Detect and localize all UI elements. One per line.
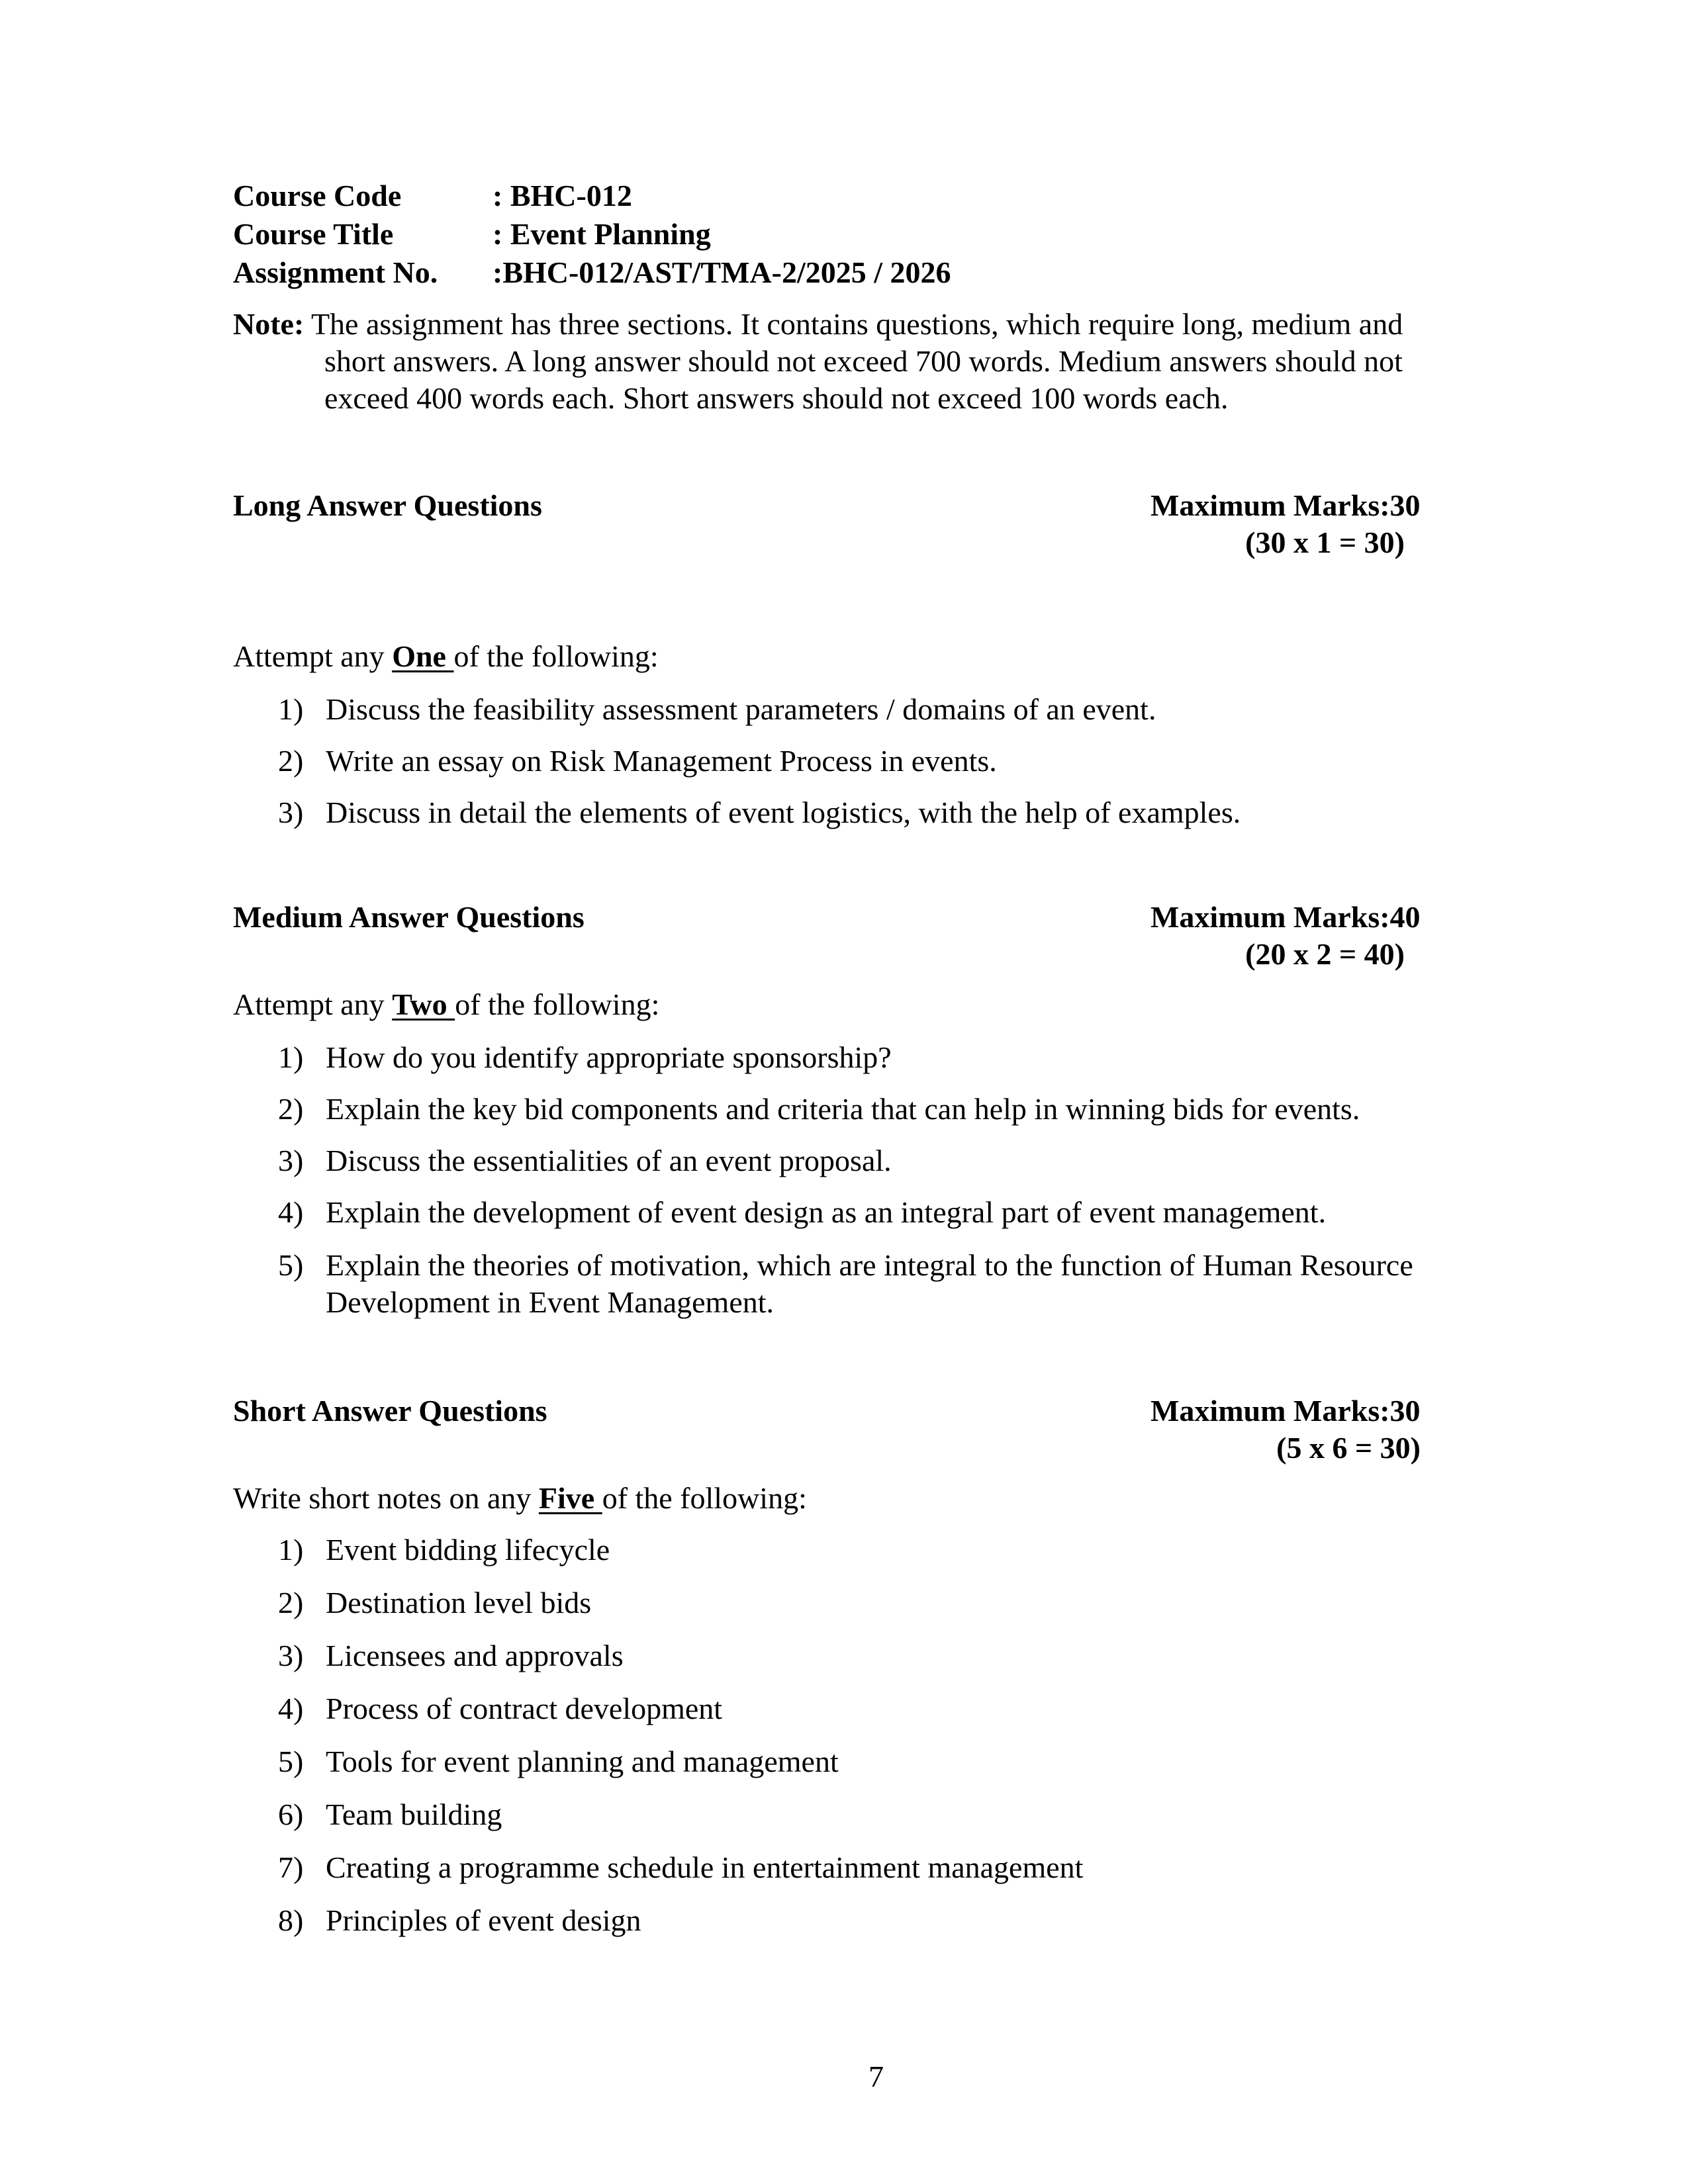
item-number: 4) [278, 1195, 304, 1229]
short-section-max-marks: Maximum Marks:30 [1150, 1394, 1421, 1428]
item-text: Tools for event planning and management [326, 1745, 839, 1778]
item-text: Discuss the essentialities of an event proposal. [326, 1144, 892, 1177]
item-text: Explain the key bid components and criteria that can help in winning bids for events. [326, 1092, 1360, 1126]
list-item [278, 1247, 1413, 1284]
item-number: 7) [278, 1850, 304, 1884]
assignment-value: :BHC-012/AST/TMA-2/2025 / 2026 [492, 255, 951, 289]
item-number: 8) [278, 1903, 304, 1937]
item-text: Team building [326, 1797, 502, 1831]
item-number: 3) [278, 796, 304, 829]
course-code-label: Course Code [233, 179, 402, 212]
item-text-continued: Development in Event Management. [326, 1285, 774, 1319]
list-item [278, 794, 1241, 831]
list-item [278, 1849, 1083, 1886]
item-text: Principles of event design [326, 1903, 641, 1937]
medium-section-marks-calc: (20 x 2 = 40) [1245, 937, 1405, 971]
list-item [278, 1690, 722, 1727]
item-number: 2) [278, 744, 304, 778]
item-number: 1) [278, 692, 304, 726]
note-line-3: exceed 400 words each. Short answers should not exceed 100 words each. [324, 381, 1229, 415]
instruction-text: of the following: [455, 987, 660, 1021]
medium-section-max-marks: Maximum Marks:40 [1150, 900, 1421, 934]
list-item [278, 1142, 892, 1179]
item-number: 2) [278, 1092, 304, 1126]
short-section-marks-calc: (5 x 6 = 30) [1276, 1431, 1421, 1465]
item-number: 5) [278, 1248, 304, 1282]
long-section-max-marks: Maximum Marks:30 [1150, 488, 1421, 522]
list-item [278, 1531, 610, 1569]
item-text: Licensees and approvals [326, 1639, 624, 1672]
instruction-keyword: One [392, 639, 454, 673]
list-item [278, 743, 997, 780]
item-text: Creating a programme schedule in entertainment management [326, 1850, 1084, 1884]
item-text: Event bidding lifecycle [326, 1533, 610, 1567]
instruction-keyword: Five [538, 1481, 602, 1515]
assignment-label: Assignment No. [233, 255, 438, 289]
long-section-marks-calc: (30 x 1 = 30) [1245, 525, 1405, 559]
instruction-text: of the following: [453, 639, 659, 673]
long-section-instruction [233, 638, 659, 675]
list-item [278, 1091, 1360, 1128]
list-item [278, 1584, 591, 1621]
instruction-keyword: Two [392, 987, 455, 1021]
long-section-title: Long Answer Questions [233, 488, 542, 522]
list-item [278, 1902, 641, 1939]
item-number: 2) [278, 1586, 304, 1619]
item-number: 1) [278, 1040, 304, 1074]
note-line-1: The assignment has three sections. It contains questions, which require long, medium and [304, 307, 1403, 341]
instruction-text: Attempt any [233, 639, 393, 673]
list-item [278, 1637, 624, 1674]
item-number: 3) [278, 1144, 304, 1177]
item-text: Write an essay on Risk Management Process in events. [326, 744, 997, 778]
instruction-text: Attempt any [233, 987, 393, 1021]
item-text: Explain the theories of motivation, which are integral to the function of Human Resource [326, 1248, 1413, 1282]
assignment-note [233, 306, 1446, 417]
item-number: 5) [278, 1745, 304, 1778]
item-text: How do you identify appropriate sponsorship? [326, 1040, 892, 1074]
item-number: 1) [278, 1533, 304, 1567]
item-text: Explain the development of event design as an integral part of event management. [326, 1195, 1327, 1229]
note-line-2: short answers. A long answer should not exceed 700 words. Medium answers should not [324, 344, 1403, 378]
instruction-text: of the following: [602, 1481, 807, 1515]
item-text: Discuss in detail the elements of event logistics, with the help of examples. [326, 796, 1241, 829]
short-section-instruction [233, 1480, 807, 1517]
course-title-value: : Event Planning [492, 217, 711, 251]
course-title-label: Course Title [233, 217, 394, 251]
page-number: 7 [868, 2060, 884, 2093]
item-text: Destination level bids [326, 1586, 592, 1619]
list-item [278, 691, 1156, 728]
medium-section-title: Medium Answer Questions [233, 900, 585, 934]
note-label: Note: [233, 307, 305, 341]
list-item [278, 1796, 502, 1833]
course-code-value: : BHC-012 [492, 179, 632, 212]
list-item [278, 1743, 839, 1780]
item-text: Discuss the feasibility assessment parameters / domains of an event. [326, 692, 1156, 726]
short-section-title: Short Answer Questions [233, 1394, 547, 1428]
list-item [278, 1039, 892, 1076]
item-number: 4) [278, 1692, 304, 1725]
item-text: Process of contract development [326, 1692, 723, 1725]
item-number: 3) [278, 1639, 304, 1672]
instruction-text: Write short notes on any [233, 1481, 539, 1515]
medium-section-instruction [233, 986, 659, 1023]
item-number: 6) [278, 1797, 304, 1831]
list-item [278, 1194, 1326, 1231]
